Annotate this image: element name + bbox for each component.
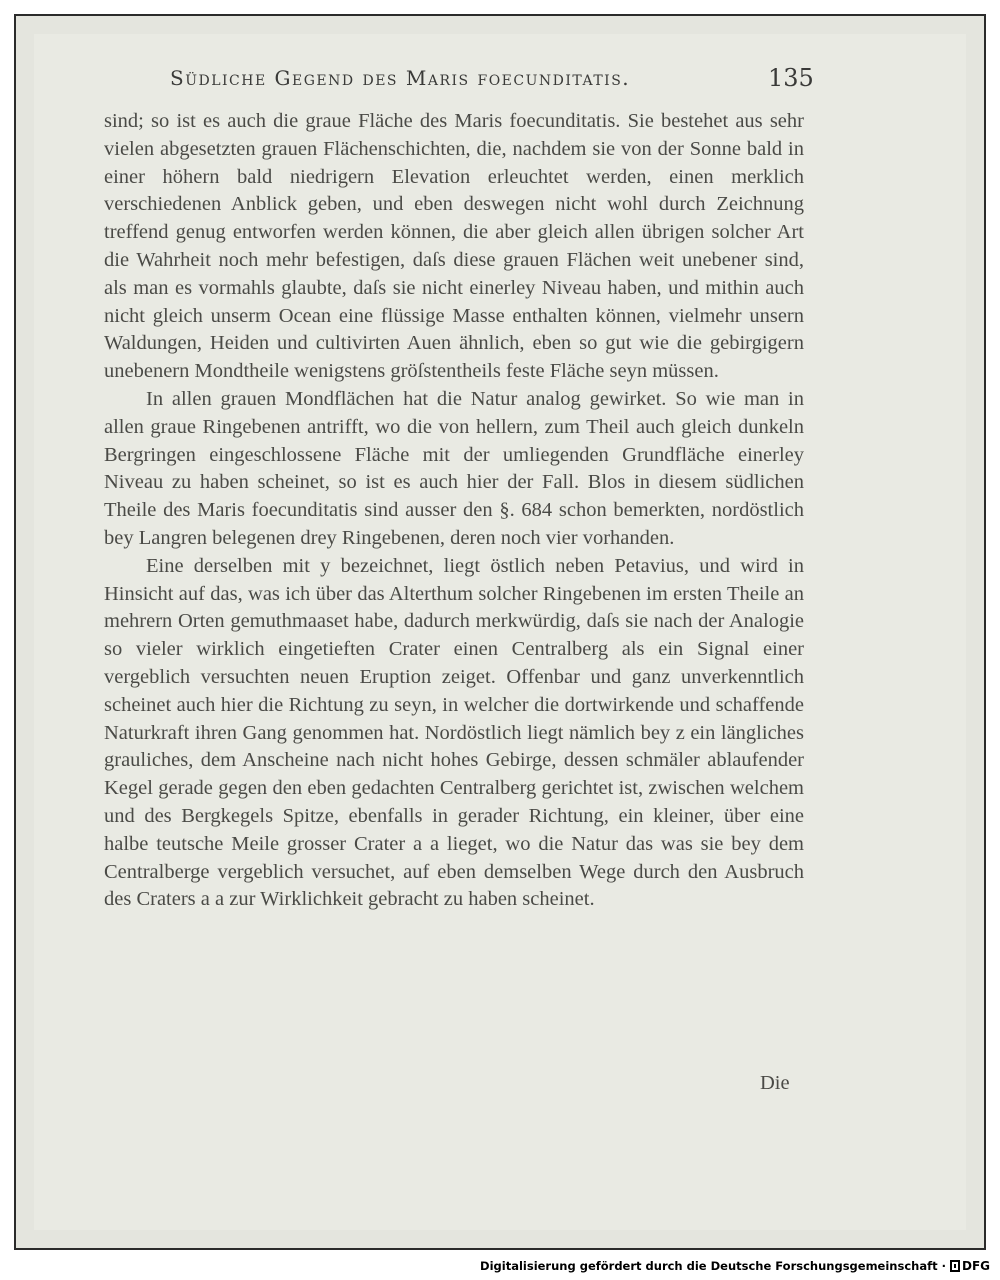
paragraph-1: sind; so ist es auch die graue Fläche des Maris foecunditatis. Sie bestehet aus sehr vielen abgesetzten grauen Flächenschichten, die, nachdem sie von der Sonne bald in einer höhern bald niedrigern Elevation erleuchtet werden, einen merklich verschiedenen Anblick geben, und eben deswegen nicht wohl durch Zeichnung treffend genug entworfen werden können, die aber gleich allen übrigen solcher Art die Wahrheit noch mehr befestigen, daſs diese grauen Flächen weit unebener sind, als man es vormahls glaubte, daſs sie nicht einerley Niveau haben, und mithin auch nicht gleich unserm Ocean eine flüssige Masse enthalten können, vielmehr unsern Waldungen, Heiden und cultivirten Auen ähnlich, eben so gut wie die gebirgigern unebenern Mondtheile wenigstens gröſstentheils feste Fläche seyn müssen. (104, 110, 804, 383)
dfg-emblem-icon (950, 1260, 960, 1272)
funding-footer (480, 1254, 990, 1278)
dfg-logo-text: DFG (961, 1259, 990, 1273)
running-head: Südliche Gegend des Maris foecunditatis. (170, 66, 631, 90)
page-number: 135 (768, 64, 814, 92)
paragraph-3: Eine derselben mit y bezeichnet, liegt östlich neben Petavius, und wird in Hinsicht auf das, was ich über das Alterthum solcher Ringebenen im ersten Theile an mehrern Orten gemuthmaaset habe, dadurch merkwürdig, daſs sie nach der Analogie so vieler wirklich eingetieften Crater einen Centralberg als ein Signal einer vergeblich versuchten neuen Eruption zeiget. Offenbar und ganz unverkenntlich scheinet auch hier die Richtung zu seyn, in welcher die dortwirkende und schaffende Naturkraft ihren Gang genommen hat. Nordöstlich liegt nämlich bey z ein längliches grauliches, dem Anscheine nach nicht hohes Gebirge, dessen schmäler ablaufender Kegel gerade gegen den eben gedachten Centralberg gerichtet ist, zwischen welchem und des Bergkegels Spitze, ebenfalls in gerader Richtung, ein kleiner, über eine halbe teutsche Meile grosser Crater a a lieget, wo die Natur das was sie bey dem Centralberge vergeblich versuchet, auf eben demselben Wege durch den Ausbruch des Craters a a zur Wirklichkeit gebracht zu haben scheinet. (104, 554, 804, 911)
body-text (104, 108, 804, 914)
dfg-logo (950, 1259, 990, 1273)
paragraph-2: In allen grauen Mondflächen hat die Natur analog gewirket. So wie man in allen graue Ringebenen antrifft, wo die von hellern, zum Theil auch gleich dunkeln Bergringen eingeschlossene Fläche mit der umliegenden Grundfläche einerley Niveau zu haben scheinet, so ist es auch hier der Fall. Blos in diesem südlichen Theile des Maris foecunditatis sind ausser den §. 684 schon bemerkten, nordöstlich bey Langren belegenen drey Ringebenen, deren noch vier vorhanden. (104, 387, 804, 549)
catchword: Die (760, 1072, 790, 1094)
funding-text: Digitalisierung gefördert durch die Deutsche Forschungsgemeinschaft · (480, 1259, 946, 1273)
